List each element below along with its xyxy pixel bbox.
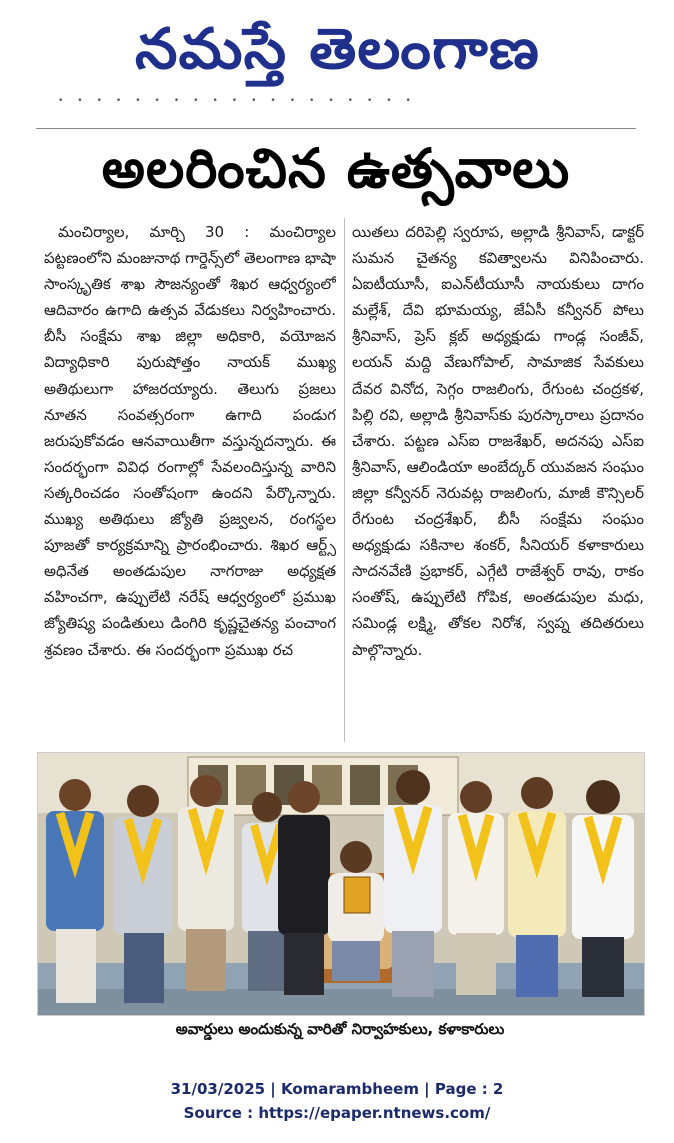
article-headline: అలరించిన ఉత్సవాలు xyxy=(101,136,571,200)
source-link[interactable]: Source : https://epaper.ntnews.com/ xyxy=(183,1104,491,1122)
masthead xyxy=(0,0,674,100)
photo-caption: అవార్డులు అందుకున్న వారితో నిర్వాహకులు, కళాకారులు xyxy=(175,1020,505,1038)
edition-info xyxy=(0,1080,674,1098)
edition-info-text: 31/03/2025 | Komarambheem | Page : 2 xyxy=(170,1080,504,1098)
clipped-top-strip: ••••••••••••••••••• xyxy=(58,96,425,106)
group-photo-icon xyxy=(38,753,644,1015)
headline-top-rule xyxy=(36,128,636,129)
event-group-photo xyxy=(37,752,645,1016)
column-divider xyxy=(344,218,345,742)
article-column-left: మంచిర్యాల, మార్చి 30 : మంచిర్యాల పట్టణంలోని మంజునాథ గార్డెన్స్‌లో తెలంగాణ భాషా సాంస్కృతిక శాఖ సౌజన్యంతో శిఖర ఆధ్వర్యంలో ఆదివారం ఉగాది ఉత్సవ వేడుకలు నిర్వహించారు. బీసీ సంక్షేమ శాఖ జిల్లా అధికారి, వయోజన విద్యాధికారి పురుషోత్తం నాయక్ ముఖ్య అతిథులుగా హాజరయ్యారు. తెలుగు ప్రజలు నూతన సంవత్సరంగా ఉగాది పండుగ జరుపుకోవడం ఆనవాయితీగా వస్తున్నదన్నారు. ఈ సందర్భంగా వివిధ రంగాల్లో సేవలందిస్తున్న వారిని సత్కరించడం సంతోషంగా ఉందని పేర్కొన్నారు. ముఖ్య అతిథులు జ్యోతి ప్రజ్వలన, రంగస్థల పూజతో కార్యక్రమాన్ని ప్రారంభించారు. శిఖర ఆర్ట్స్ అధినేత అంతడుపుల నాగరాజు అధ్యక్షత వహించగా, ఉప్పులేటి నరేష్ ఆధ్వర్యంలో ప్రముఖ జ్యోతిష్య పండితులు డింగిరి కృష్ణచైతన్య పంచాంగ శ్రవణం చేశారు. ఈ సందర్భంగా ప్రముఖ రచ xyxy=(44,223,336,659)
newspaper-title: నమస్తే తెలంగాణ xyxy=(134,17,540,82)
article-column-right: యితలు దరిపెల్లి స్వరూప, అల్లాడి శ్రీనివాస్, డాక్టర్ సుమన చైతన్య కవిత్వాలను వినిపించారు. ఏఐటీయూసీ, ఐఎన్‌టీయూసీ నాయకులు దాగం మల్లేశ్, దేవి భూమయ్య, జేఏసీ కన్వీనర్ పోలు శ్రీనివాస్, ప్రెస్ క్లబ్ అధ్యక్షుడు గాండ్ల సంజీవ్, లయన్ మద్ది వేణుగోపాల్, సామాజిక సేవకులు దేవర వినోద, సెగ్గం రాజలింగు, రేగుంట చంద్రకళ, పిల్లి రవి, అల్లాడి శ్రీనివాస్‌కు పురస్కారాలు ప్రదానం చేశారు. పట్టణ ఎస్ఐ రాజశేఖర్, అదనపు ఎస్ఐ శ్రీనివాస్, ఆలిండియా అంబేద్కర్ యువజన సంఘం జిల్లా కన్వీనర్ నెరువట్ల రాజలింగు, మాజీ కౌన్సిలర్ రేగుంట చంద్రశేఖర్, బీసీ సంక్షేమ సంఘం అధ్యక్షుడు సకినాల శంకర్, సీనియర్ కళాకారులు సాదనవేణి ప్రభాకర్, ఎగ్గేటి రాజేశ్వర్ రావు, రాకం సంతోష్, ఉప్పులేటి గోపిక, అంతడుపుల మధు, సమిండ్ల లక్ష్మి, తోకల నిరోశ, స్వప్న తదితరులు పాల్గొన్నారు. xyxy=(352,223,644,659)
source-line xyxy=(0,1104,674,1122)
